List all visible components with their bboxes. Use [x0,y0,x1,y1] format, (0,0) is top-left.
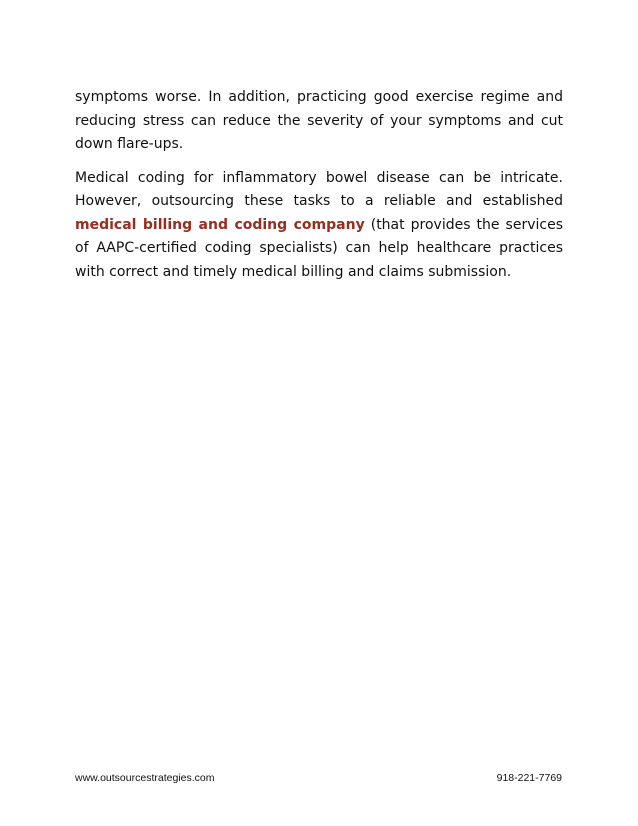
footer-website: www.outsourcestrategies.com [75,772,215,784]
paragraph-2-intro: Medical coding for inflammatory bowel disease can be intricate. However, outsourcing these tasks to a reliable and established [75,169,563,209]
paragraph-2 [75,167,563,285]
paragraph-1: symptoms worse. In addition, practicing good exercise regime and reducing stress can reduce the severity of your symptoms and cut down flare-ups. [75,89,563,152]
medical-billing-link[interactable]: medical billing and coding company [75,216,365,233]
page-footer [75,772,562,788]
body-text [75,86,563,294]
paragraph-2-rest: (that provides the services of AAPC-certified coding specialists) can help healthcare practices with correct and timely medical billing and claims submission. [75,216,563,280]
footer-phone: 918-221-7769 [496,772,562,784]
